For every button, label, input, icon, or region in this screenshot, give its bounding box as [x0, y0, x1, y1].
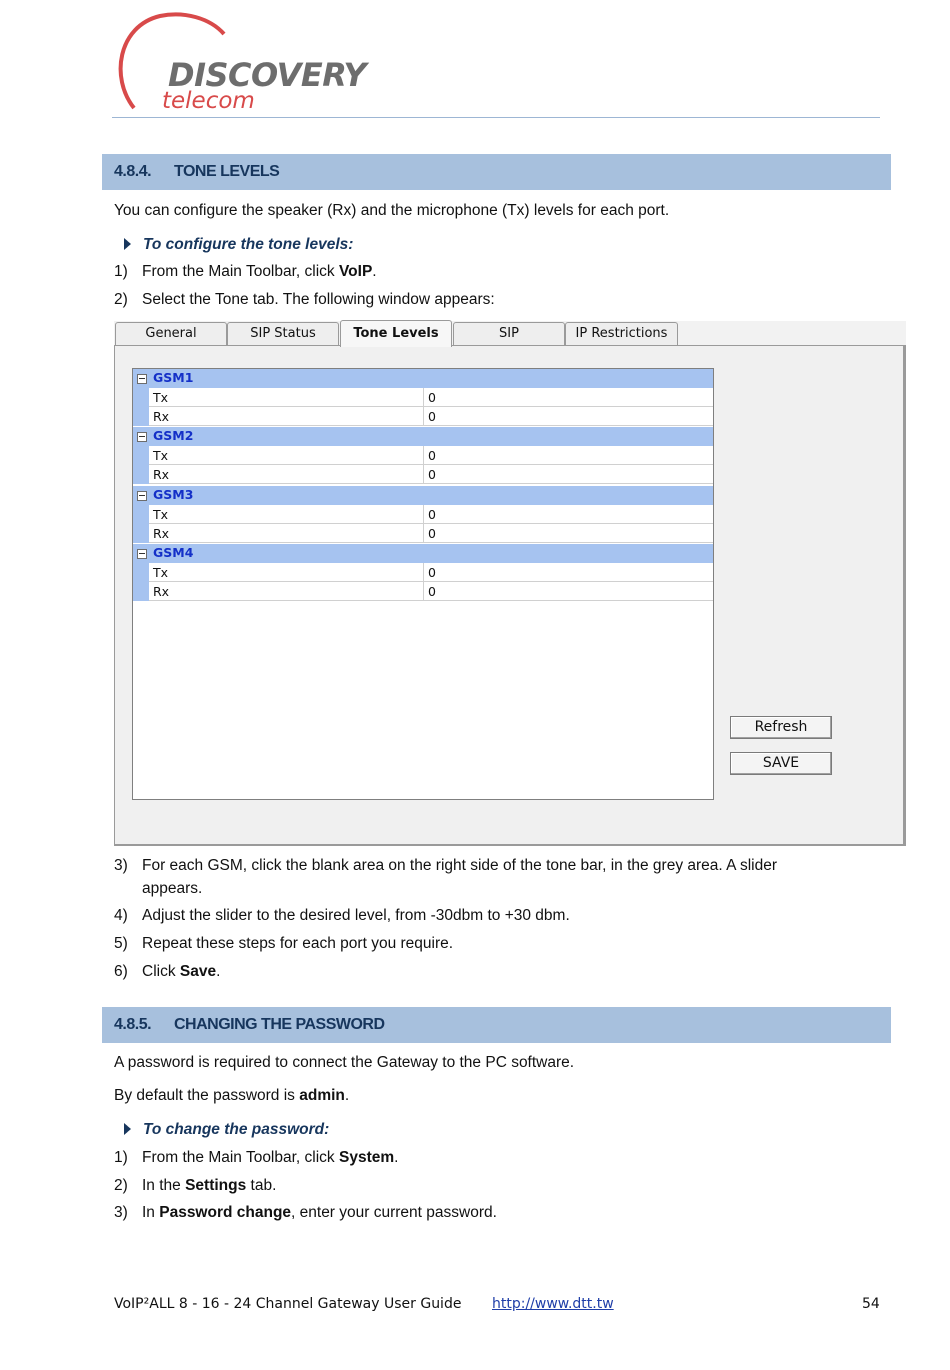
step-text: In the [142, 1177, 186, 1194]
triangle-bullet-icon [124, 238, 131, 250]
tone-row-rx[interactable] [133, 582, 713, 601]
step-number: 4) [114, 907, 128, 924]
step-text-end: . [372, 263, 377, 280]
section-header-tone-levels [102, 154, 891, 190]
step-number: 2) [114, 1177, 128, 1194]
step-number: 2) [114, 291, 128, 308]
tone-row-rx[interactable] [133, 407, 713, 426]
step-number: 1) [114, 263, 128, 280]
tone-label: Rx [153, 467, 170, 482]
triangle-bullet-icon [124, 1123, 131, 1135]
step-number: 5) [114, 935, 128, 952]
tab-strip [114, 321, 906, 346]
tab-general[interactable]: General [115, 322, 227, 345]
section-number: 4.8.5. [114, 1016, 152, 1033]
gsm-group-row[interactable] [133, 486, 713, 505]
step-continuation: appears. [142, 880, 203, 897]
tone-value[interactable]: 0 [428, 467, 436, 482]
tone-levels-window-screenshot [114, 321, 906, 845]
tone-levels-panel [114, 345, 906, 846]
step-bold-text: Save [179, 963, 217, 980]
procedure-title: To configure the tone levels: [143, 236, 354, 253]
step-text-end: tab. [246, 1177, 277, 1194]
gsm-group-name: GSM3 [153, 487, 194, 502]
collapse-icon[interactable] [137, 432, 147, 442]
step-text: From the Main Toolbar, click [142, 1149, 339, 1166]
collapse-icon[interactable] [137, 374, 147, 384]
step-text: Repeat these steps for each port you require. [142, 935, 454, 952]
tone-row-tx[interactable] [133, 563, 713, 582]
step-text-end: , enter your current password. [291, 1204, 497, 1221]
step-item [114, 1149, 398, 1167]
section-title: CHANGING THE PASSWORD [174, 1016, 385, 1033]
gsm-group-row[interactable] [133, 544, 713, 563]
tone-value[interactable]: 0 [428, 448, 436, 463]
gsm-group-row[interactable] [133, 427, 713, 446]
para-text: By default the password is [114, 1087, 300, 1104]
tone-label: Tx [153, 565, 169, 580]
password-paragraph-1: A password is required to connect the Gateway to the PC software. [114, 1054, 575, 1071]
para-text-end: . [344, 1087, 350, 1104]
gsm-group-name: GSM2 [153, 428, 194, 443]
collapse-icon[interactable] [137, 549, 147, 559]
step-text: From the Main Toolbar, click [142, 263, 339, 280]
tone-levels-property-grid [132, 368, 714, 800]
tone-row-tx[interactable] [133, 446, 713, 465]
tone-row-tx[interactable] [133, 388, 713, 407]
step-bold-text: Settings [185, 1177, 247, 1194]
tone-value[interactable]: 0 [428, 584, 436, 599]
step-text-end: . [394, 1149, 399, 1166]
tone-value[interactable]: 0 [428, 565, 436, 580]
logo-word-discovery: DISCOVERY [168, 56, 367, 94]
step-text: Adjust the slider to the desired level, from -30dbm to +30 dbm. [142, 907, 570, 924]
tone-value[interactable]: 0 [428, 526, 436, 541]
step-item [114, 963, 220, 981]
step-number: 1) [114, 1149, 128, 1166]
section-title: TONE LEVELS [174, 163, 280, 180]
step-text: Click [142, 963, 180, 980]
step-text-end: . [216, 963, 221, 980]
tone-row-rx[interactable] [133, 465, 713, 484]
step-item [114, 1177, 276, 1195]
tone-label: Tx [153, 390, 169, 405]
footer-guide-title: VoIP²ALL 8 - 16 - 24 Channel Gateway User Guide [114, 1296, 462, 1312]
step-number: 3) [114, 1204, 128, 1221]
gsm-group-name: GSM1 [153, 370, 194, 385]
gsm-group-row[interactable] [133, 369, 713, 388]
tab-sip-status[interactable]: SIP Status [227, 322, 339, 345]
step-bold-text: VoIP [338, 263, 373, 280]
step-item [114, 1204, 497, 1222]
gsm-group-name: GSM4 [153, 545, 194, 560]
tab-tone-levels[interactable]: Tone Levels [340, 320, 452, 347]
default-password-text: admin [299, 1087, 345, 1104]
step-bold-text: Password change [159, 1204, 292, 1221]
refresh-button[interactable]: Refresh [730, 716, 832, 739]
tone-intro-paragraph: You can configure the speaker (Rx) and the microphone (Tx) levels for each port. [114, 202, 670, 219]
step-item [114, 857, 777, 875]
step-item [114, 935, 453, 953]
tone-value[interactable]: 0 [428, 507, 436, 522]
tone-row-rx[interactable] [133, 524, 713, 543]
tone-row-tx[interactable] [133, 505, 713, 524]
step-number: 3) [114, 857, 128, 874]
password-paragraph-2 [114, 1087, 349, 1105]
tab-sip[interactable]: SIP [453, 322, 565, 345]
step-number: 6) [114, 963, 128, 980]
page-number: 54 [862, 1296, 880, 1312]
step-item [114, 291, 495, 309]
step-item [114, 907, 570, 925]
step-bold-text: System [338, 1149, 395, 1166]
tone-label: Rx [153, 526, 170, 541]
step-text: Select the Tone tab. The following window appears: [142, 291, 495, 308]
step-text: For each GSM, click the blank area on the right side of the tone bar, in the grey area. A slider [142, 857, 777, 874]
step-text: In [142, 1204, 160, 1221]
header-rule [112, 117, 880, 118]
section-number: 4.8.4. [114, 163, 152, 180]
procedure-title: To change the password: [143, 1121, 330, 1138]
section-header-changing-password [102, 1007, 891, 1043]
collapse-icon[interactable] [137, 491, 147, 501]
logo-word-telecom: telecom [162, 88, 255, 114]
step-item [114, 263, 377, 281]
procedure-heading-password [124, 1121, 329, 1139]
tab-ip-restrictions[interactable]: IP Restrictions [565, 322, 678, 345]
procedure-heading-tone [124, 236, 353, 254]
tone-value[interactable]: 0 [428, 409, 436, 424]
footer-website-link[interactable]: http://www.dtt.tw [492, 1296, 614, 1312]
tone-value[interactable]: 0 [428, 390, 436, 405]
save-button[interactable]: SAVE [730, 752, 832, 775]
tone-label: Rx [153, 409, 170, 424]
tone-label: Tx [153, 448, 169, 463]
tone-label: Tx [153, 507, 169, 522]
tone-label: Rx [153, 584, 170, 599]
